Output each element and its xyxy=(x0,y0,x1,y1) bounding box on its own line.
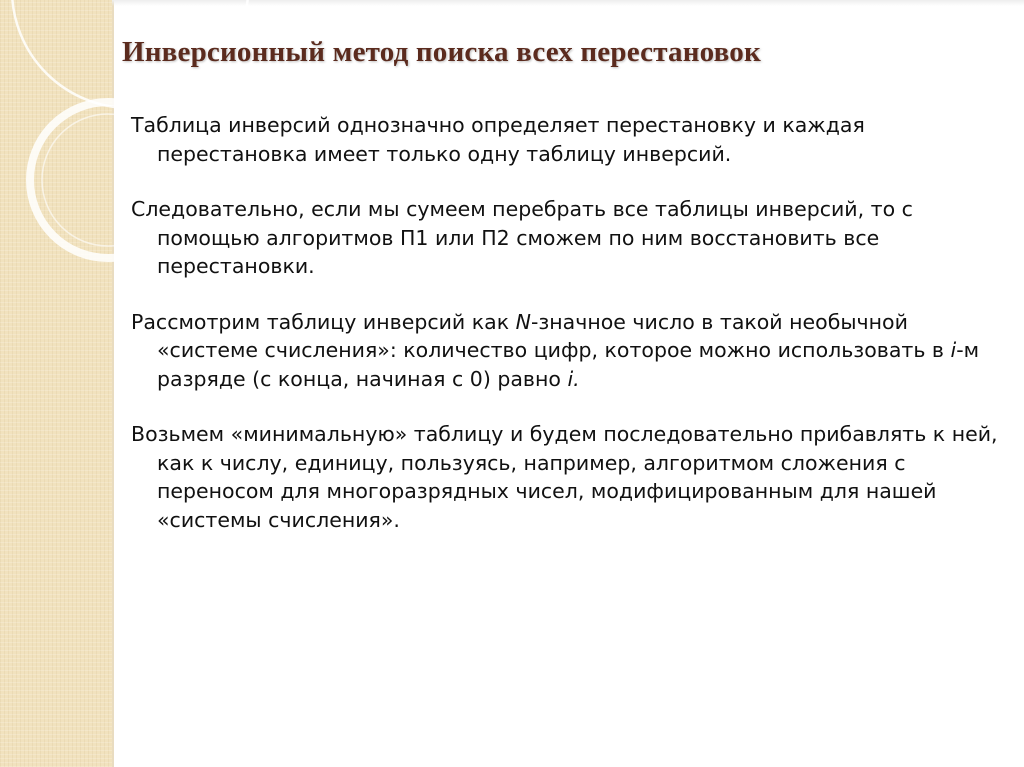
paragraph-text: Возьмем «минимальную» таблицу и будем последовательно прибавлять к ней, как к числу, единицу, пользуясь, например, алгоритмом сложения с переносом для многоразрядных чисел, модифицированным для нашей «системы счисления». xyxy=(131,422,998,532)
paragraph xyxy=(131,111,1011,168)
paragraph-text: -значное число в такой необычной «системе счисления»: количество цифр, которое можно использовать в xyxy=(157,309,951,362)
slide-title: Инверсионный метод поиска всех перестановок xyxy=(122,36,761,68)
paragraph xyxy=(131,308,1011,394)
paragraph-text: Следовательно, если мы сумеем перебрать все таблицы инверсий, то с помощью алгоритмов П1 или П2 сможем по ним восстановить все перестановки. xyxy=(131,197,913,278)
math-variable: i xyxy=(950,338,957,362)
paragraph-text: Рассмотрим таблицу инверсий как xyxy=(131,309,516,334)
math-variable: N xyxy=(515,309,531,334)
slide-body xyxy=(131,111,1011,561)
paragraph-text: -м разряде (с конца, начиная с 0) равно xyxy=(157,338,980,391)
paragraph-text: Таблица инверсий однозначно определяет перестановку и каждая перестановка имеет только одну таблицу инверсий. xyxy=(131,113,865,166)
paragraph xyxy=(131,420,1011,534)
paragraph xyxy=(131,195,1011,281)
math-variable: i. xyxy=(567,366,580,391)
